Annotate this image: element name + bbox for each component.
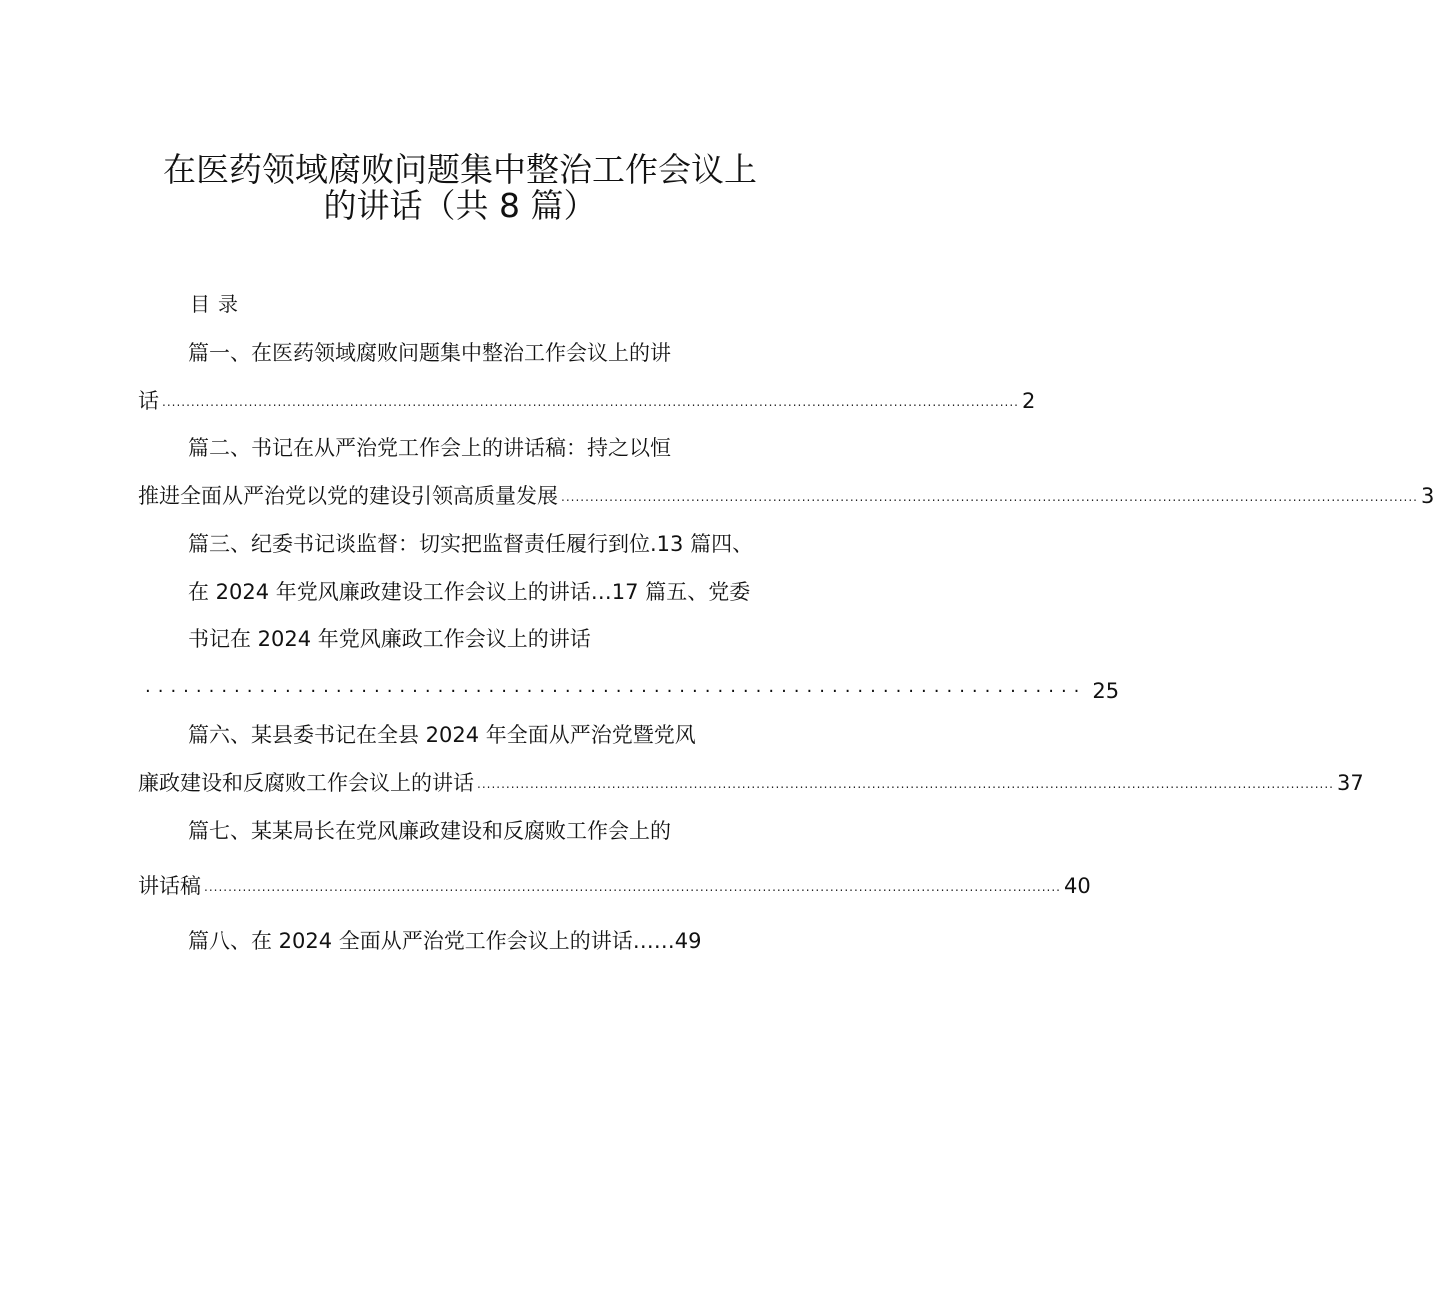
toc-entry-2-line-1: 篇二、书记在从严治党工作会上的讲话稿：持之以恒 (188, 436, 671, 460)
toc-entry-2-page: 3 (1420, 484, 1434, 508)
toc-entry-2-line-2: 推进全面从严治党以党的建设引领高质量发展 (138, 484, 558, 508)
toc-entry-1-page: 2 (1021, 389, 1036, 413)
toc-entry-5-page: 40 (1063, 874, 1091, 898)
toc-entry-5-row[interactable] (138, 871, 1091, 901)
toc-entry-3-line-3: 书记在 2024 年党风廉政工作会议上的讲话 (188, 627, 591, 651)
toc-entry-5-line-2: 讲话稿 (138, 874, 201, 898)
document-title-line-1: 在医药领域腐败问题集中整治工作会议上 (163, 150, 757, 189)
toc-entry-4-row[interactable] (138, 768, 1364, 798)
toc-leader-dots: .................................................................................................................................................................................. (477, 777, 1334, 791)
toc-entry-1-line-1: 篇一、在医药领域腐败问题集中整治工作会议上的讲 (188, 341, 671, 365)
toc-heading: 目录 (190, 292, 246, 316)
toc-leader-dots: .................................................................................................................................................................................. (204, 880, 1061, 894)
toc-leader-dots: .................................................................................................................................................................................. (561, 490, 1418, 504)
toc-entry-3-row[interactable] (145, 676, 1120, 706)
toc-entry-1-row[interactable] (138, 386, 1036, 416)
toc-entry-5-line-1: 篇七、某某局长在党风廉政建设和反腐败工作会上的 (188, 819, 671, 843)
toc-entry-4-line-2: 廉政建设和反腐败工作会议上的讲话 (138, 771, 474, 795)
toc-leader-dots: .................................................................................................................................................................................. (162, 395, 1019, 409)
toc-entry-3-line-1: 篇三、纪委书记谈监督：切实把监督责任履行到位.13 篇四、 (188, 532, 754, 556)
toc-entry-1-line-2: 话 (138, 389, 159, 413)
document-title-line-2: 的讲话（共 8 篇） (323, 186, 597, 225)
toc-entry-3-line-2: 在 2024 年党风廉政建设工作会议上的讲话…17 篇五、党委 (188, 580, 751, 604)
toc-entry-4-line-1: 篇六、某县委书记在全县 2024 年全面从严治党暨党风 (188, 723, 696, 747)
toc-entry-6-line-1[interactable]: 篇八、在 2024 全面从严治党工作会议上的讲话……49 (188, 929, 702, 953)
toc-entry-3-page: 25 (1092, 679, 1120, 703)
toc-entry-2-row[interactable] (138, 481, 1434, 511)
toc-entry-4-page: 37 (1336, 771, 1364, 795)
toc-leader-dots: .......................................................................... (145, 676, 1087, 697)
